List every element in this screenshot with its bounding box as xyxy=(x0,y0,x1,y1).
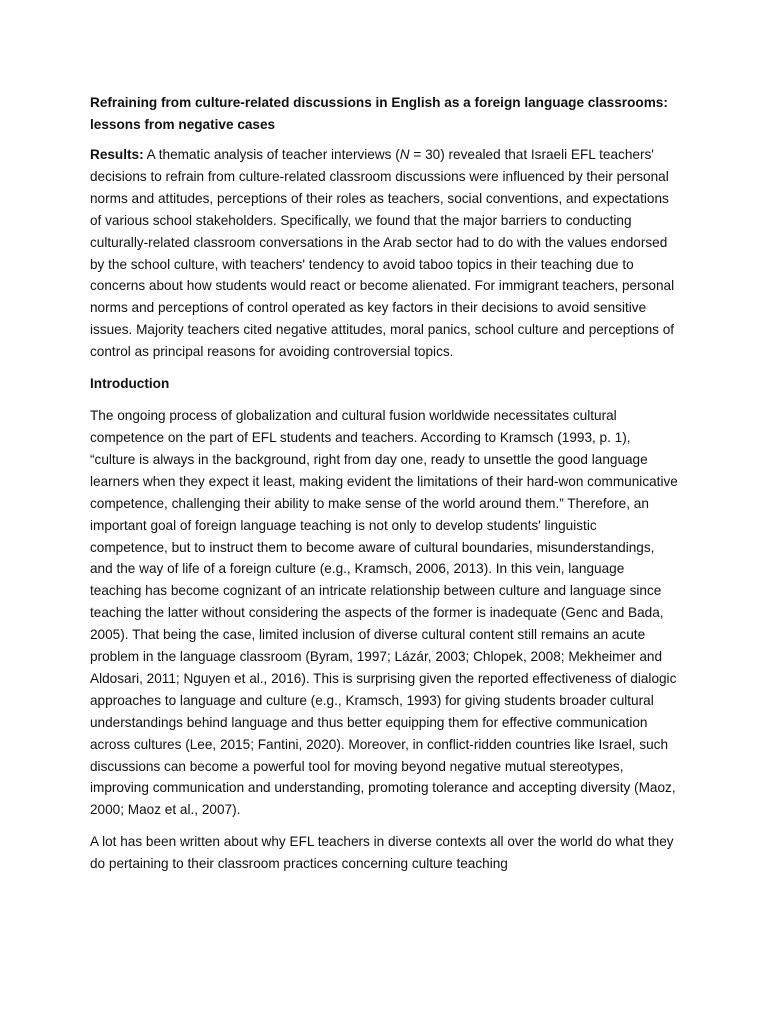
introduction-heading: Introduction xyxy=(90,376,170,392)
introduction-paragraph-2: A lot has been written about why EFL teachers in diverse contexts all over the world do what they do pertaining to their classroom practices concerning culture teaching xyxy=(90,834,674,872)
introduction-paragraph-1: The ongoing process of globalization and cultural fusion worldwide necessitates cultural competence on the part of EFL students and teachers. According to Kramsch (1993, p. 1), “culture is always in the background, right from day one, ready to unsettle the good language learners when they expect it least, making evident the limitations of their hard-won communicative competence, challenging their ability to make sense of the world around them.” Therefore, an important goal of foreign language teaching is not only to develop students' linguistic competence, but to instruct them to become aware of cultural boundaries, misunderstandings, and the way of life of a foreign culture (e.g., Kramsch, 2006, 2013). In this vein, language teaching has become cognizant of an intricate relationship between culture and language since teaching the latter without considering the aspects of the former is inadequate (Genc and Bada, 2005). That being the case, limited inclusion of diverse cultural content still remains an acute problem in the language classroom (Byram, 1997; Lázár, 2003; Chlopek, 2008; Mekheimer and Aldosari, 2011; Nguyen et al., 2016). This is surprising given the reported effectiveness of dialogic approaches to language and culture (e.g., Kramsch, 1993) for giving students broader cultural understandings behind language and thus better equipping them for effective communication across cultures (Lee, 2015; Fantini, 2020). Moreover, in conflict-ridden countries like Israel, such discussions can become a powerful tool for moving beyond negative mutual stereotypes, improving communication and understanding, promoting tolerance and accepting diversity (Maoz, 2000; Maoz et al., 2007). xyxy=(90,408,678,818)
document-title: Refraining from culture-related discussions in English as a foreign language classrooms: lessons from negative cases xyxy=(90,95,668,132)
results-label: Results: xyxy=(90,147,144,162)
document-body xyxy=(90,92,678,885)
results-text-after-n: = 30) revealed that Israeli EFL teachers' decisions to refrain from culture-related classroom discussions were influenced by their personal norms and attitudes, perceptions of their roles as teachers, social conventions, and expectations of various school stakeholders. Specifically, we found that the major barriers to conducting culturally-related classroom conversations in the Arab sector had to do with the values endorsed by the school culture, with teachers' tendency to avoid taboo topics in their teaching due to concerns about how students would react or become alienated. For immigrant teachers, personal norms and perceptions of control operated as key factors in their decisions to avoid sensitive issues. Majority teachers cited negative attitudes, moral panics, school culture and perceptions of control as principal reasons for avoiding controversial topics. xyxy=(90,147,675,360)
sample-size-symbol: N xyxy=(399,147,410,162)
results-paragraph xyxy=(90,144,678,363)
results-text-before-n: A thematic analysis of teacher interviews ( xyxy=(143,147,400,162)
